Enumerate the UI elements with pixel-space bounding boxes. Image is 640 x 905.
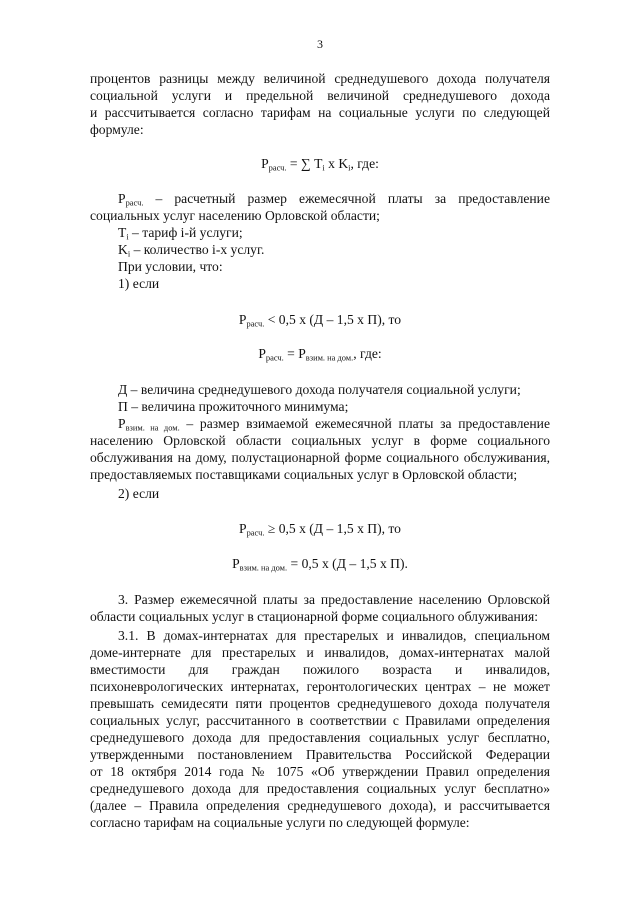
text-line: обслуживания на дому, полустационарной форме социального обслуживания, (90, 450, 550, 465)
text-line: При условии, что: (118, 259, 223, 274)
text-line: процентов разницы между величиной среднедушевого дохода получателя (90, 71, 550, 86)
text-line: согласно тарифам на социальные услуги по следующей формуле: (90, 815, 470, 830)
section-heading: 3. Размер ежемесячной платы за предоставление населению Орловской (118, 592, 550, 607)
formula-result-2: $P_{взим. на дом.} = 0,5$ x (Д – 1,5 x П). (232, 556, 408, 573)
text-line: населению Орловской области социальных услуг в форме социального (90, 433, 550, 448)
text-line: утвержденными постановлением Правительства Российской Федерации (90, 747, 550, 762)
definition-line: Д – величина среднедушевого дохода получателя социальной услуги; (118, 382, 521, 397)
page-number: 3 (317, 37, 323, 51)
case-label: 2) если (118, 486, 160, 501)
text-line: доме-интернате для престарелых и инвалидов, домах-интернатах малой (90, 645, 550, 660)
text-line: (далее – Правила определения среднедушевого дохода), и рассчитывается (90, 798, 550, 813)
case-label: 1) если (118, 276, 160, 291)
text-line: социальной услуги и предельной величиной среднедушевого дохода (90, 88, 550, 103)
text-line: среднедушевого дохода для предоставления социальных услуг бесплатно, (90, 730, 550, 745)
definition-line: $T_i$ – тариф i-й услуги; (118, 225, 243, 242)
definition-line: $P_{расч.}$ – расчетный размер ежемесячной платы за предоставление (118, 191, 550, 208)
formula-payment-calc: $P_{расч.}$ = ∑ $T_i$ x $K_i$, где: (261, 156, 379, 173)
text-line: социальных услуг, рассчитанного в соответствии с Правилами определения (90, 713, 550, 728)
text-line: области социальных услуг в стационарной форме социального облуживания: (90, 609, 539, 624)
text-line: среднедушевого дохода для предоставления социальных услуг бесплатно» (90, 781, 550, 796)
text-line: предоставляемых поставщиками социальных услуг в Орловской области; (90, 467, 518, 482)
definition-line: $P_{взим. на дом.}$ – размер взимаемой ежемесячной платы за предоставление (118, 416, 550, 433)
text-line: психоневрологических интернатах, геронтологических центрах – не может (90, 679, 550, 694)
formula-result-1: $P_{расч.} = P_{взим. на дом.}$, где: (258, 346, 382, 363)
text-line: и рассчитывается согласно тарифам на социальные услуги по следующей (90, 105, 550, 120)
definition-line: П – величина прожиточного минимума; (118, 399, 349, 414)
text-line: 3.1. В домах-интернатах для престарелых и инвалидов, специальном (118, 628, 550, 643)
formula-condition-2: $P_{расч.} \ge 0,5$ x (Д – 1,5 x П), то (239, 521, 401, 538)
text-line: формуле: (90, 122, 144, 137)
text-line: социальных услуг населению Орловской области; (90, 208, 380, 223)
definition-line: $K_i$ – количество i-х услуг. (118, 242, 265, 259)
text-line: вместимости для граждан пожилого возраста и инвалидов, (90, 662, 550, 677)
text-line: от 18 октября 2014 года № 1075 «Об утверждении Правил определения (90, 764, 550, 779)
formula-condition-1: $P_{расч.} < 0,5$ x (Д – 1,5 x П), то (238, 312, 402, 329)
text-line: превышать семидесяти пяти процентов среднедушевого дохода получателя (90, 696, 550, 711)
